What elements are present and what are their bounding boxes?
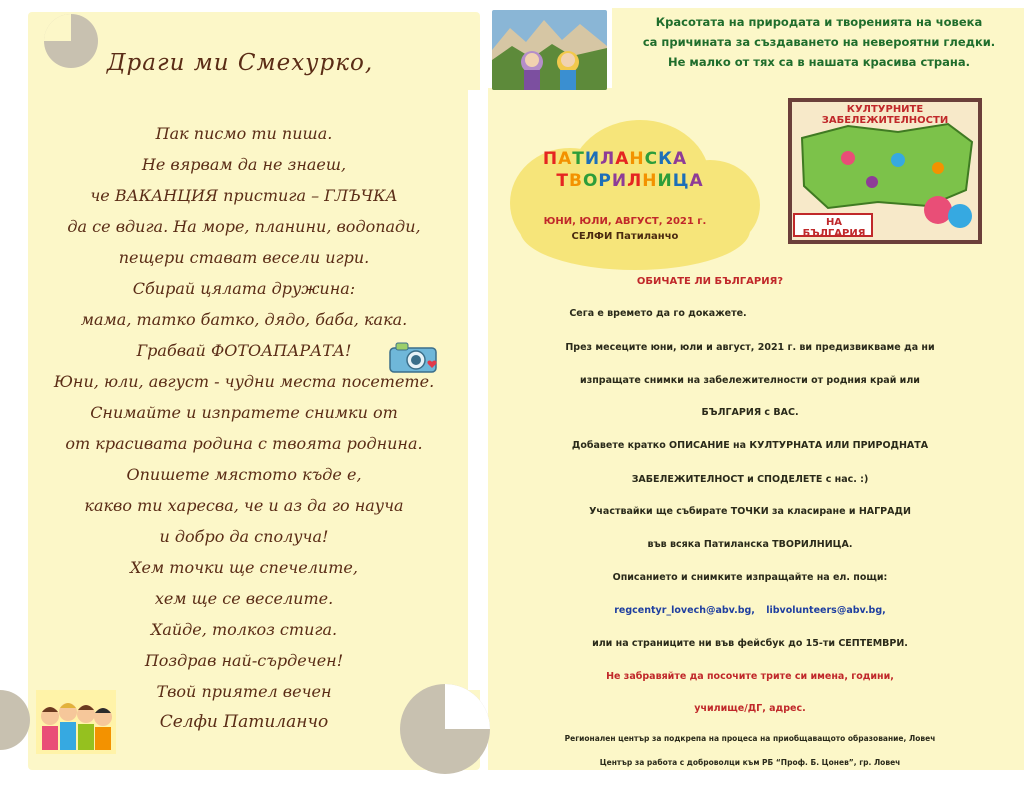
- title-letter: Ц: [672, 171, 690, 191]
- banner-line: Не малко от тях са в нашата красива страна.: [668, 55, 970, 69]
- info-line: Добавете кратко ОПИСАНИЕ на КУЛТУРНАТА ИЛИ ПРИРОДНАТА: [571, 440, 929, 451]
- map-top-caption: КУЛТУРНИТЕ ЗАБЕЛЕЖИТЕЛНОСТИ: [821, 104, 949, 126]
- poem: [40, 118, 448, 738]
- poem-line: Грабвай ФОТОАПАРАТА!: [136, 341, 352, 360]
- info-heading: ОБИЧАТЕ ЛИ БЪЛГАРИЯ?: [636, 276, 784, 287]
- event-dates-part-2: АВГУСТ, 2021 г.: [615, 216, 707, 227]
- email-link-libvolunteers[interactable]: libvolunteers@abv.bg,: [766, 605, 886, 616]
- poem-line: и добро да сполуча!: [159, 527, 329, 546]
- title-letter: О: [582, 171, 599, 191]
- poem-line: какво ти харесва, че и аз да го науча: [84, 496, 404, 515]
- footer-organization: Регионален център за подкрепа на процеса на приобщаващото образование, Ловеч: [564, 734, 936, 743]
- info-line: През месеците юни, юли и август, 2021 г. ви предизвикваме да ни: [565, 342, 935, 353]
- panel-divider: [468, 90, 482, 690]
- title-letter: И: [584, 149, 601, 169]
- poem-line: Юни, юли, август - чудни места посетете.: [53, 372, 435, 391]
- footer-organization: Център за работа с доброволци към РБ “Проф. Б. Цонев”, гр. Ловеч: [599, 758, 901, 767]
- info-line: изпращате снимки на забележителности от родния край или: [580, 375, 920, 386]
- reminder-line: Не забравяйте да посочите трите си имена, години,: [606, 671, 894, 682]
- title-letter: Т: [556, 171, 569, 191]
- poem-line: Опишете мястото къде е,: [126, 465, 362, 484]
- title-letter: А: [615, 149, 630, 169]
- poem-line: Хем точки ще спечелите,: [130, 558, 358, 577]
- title-letter: Р: [598, 171, 612, 191]
- title-letter: А: [689, 171, 704, 191]
- letter-title: Драги ми Смехурко,: [106, 50, 374, 76]
- info-line: Описанието и снимките изпращайте на ел. пощи:: [612, 572, 888, 583]
- poem-line: хем ще се веселите.: [154, 589, 334, 608]
- title-letter: В: [568, 171, 583, 191]
- info-line: Участвайки ще събирате ТОЧКИ за класиране и НАГРАДИ: [589, 506, 911, 517]
- title-letter: Л: [600, 149, 616, 169]
- title-letter: С: [644, 149, 659, 169]
- poem-line: Пак писмо ти пиша.: [155, 124, 333, 143]
- title-letter: К: [658, 149, 673, 169]
- poem-line: пещери стават весели игри.: [118, 248, 370, 267]
- event-title-line-2: [520, 170, 710, 192]
- title-letter: Н: [629, 149, 645, 169]
- poem-line: мама, татко батко, дядо, баба, кака.: [80, 310, 408, 329]
- info-line: ЗАБЕЛЕЖИТЕЛНОСТ и СПОДЕЛЕТЕ с нас. :): [631, 474, 869, 485]
- signature: Селфи Патиланчо: [159, 712, 329, 732]
- event-dates-part-1: ЮНИ, ЮЛИ,: [543, 216, 616, 227]
- title-letter: И: [611, 171, 628, 191]
- poem-line: от красивата родина с твоята роднина.: [65, 434, 423, 453]
- poem-line: Не вярвам да не знаеш,: [141, 155, 347, 174]
- email-links: [500, 605, 1000, 616]
- bulgaria-map-image: [788, 98, 982, 244]
- poem-line: Хайде, толкоз стига.: [150, 620, 338, 639]
- poem-line: Твой приятел вечен: [156, 682, 332, 701]
- title-letter: Н: [642, 171, 658, 191]
- decorative-circle-bottom-left: [0, 690, 30, 750]
- info-line: във всяка Патиланска ТВОРИЛНИЦА.: [647, 539, 853, 550]
- poem-line: че ВАКАНЦИЯ пристига – ГЛЪЧКА: [90, 186, 398, 205]
- map-bottom-caption: НА БЪЛГАРИЯ: [802, 217, 866, 239]
- event-dates: [505, 214, 745, 244]
- info-line: БЪЛГАРИЯ с ВАС.: [701, 407, 799, 418]
- info-line: или на страниците ни във фейсбук до 15-ти СЕПТЕМВРИ.: [592, 638, 908, 649]
- poem-line: Сбирай цялата дружина:: [132, 279, 356, 298]
- kids-photo: [36, 690, 116, 754]
- reminder-line: училище/ДГ, адрес.: [694, 703, 806, 714]
- banner-text: [616, 12, 1022, 72]
- event-title-line-1: [520, 148, 710, 170]
- decorative-notch-bottom: [445, 684, 490, 729]
- poem-line: Поздрав най-сърдечен!: [144, 651, 344, 670]
- poem-line: Снимайте и изпратете снимки от: [90, 403, 398, 422]
- title-letter: П: [542, 149, 559, 169]
- camera-icon: [386, 340, 442, 374]
- info-line: Сега е времето да го докажете.: [569, 308, 747, 319]
- banner-line: са причината за създаването на невероятни гледки.: [642, 35, 996, 49]
- title-letter: А: [558, 149, 573, 169]
- mountain-photo: [492, 10, 607, 90]
- title-letter: А: [673, 149, 688, 169]
- event-title: [520, 148, 710, 192]
- event-author: СЕЛФИ Патиланчо: [571, 231, 679, 242]
- poem-line: да се вдига. На море, планини, водопади,: [67, 217, 421, 236]
- email-link-regcentyr[interactable]: regcentyr_lovech@abv.bg,: [614, 605, 755, 616]
- title-letter: Т: [572, 149, 585, 169]
- title-letter: И: [657, 171, 673, 191]
- banner-line: Красотата на природата и творенията на човека: [655, 15, 983, 29]
- title-letter: Л: [627, 171, 643, 191]
